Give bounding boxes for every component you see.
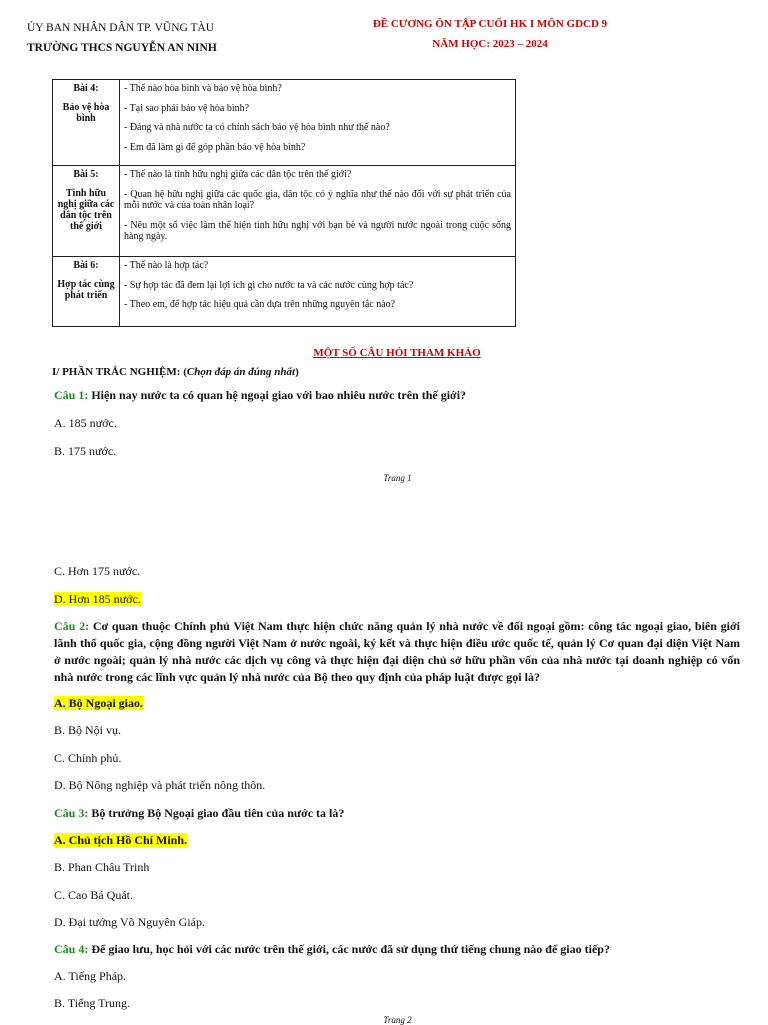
question-1: [54, 387, 714, 404]
answer-option: A. Tiếng Pháp.: [54, 969, 127, 983]
part-label: I/ PHẦN TRẮC NGHIỆM: (: [52, 366, 187, 378]
list-item: - Thế nào hòa bình và bảo vệ hòa bình?: [124, 83, 282, 94]
answer-option: C. Chính phủ.: [54, 751, 122, 765]
page-number: Trang 1: [383, 473, 412, 483]
question-number: Câu 4:: [54, 942, 89, 956]
lesson-name: Bảo vệ hòa bình: [62, 102, 110, 124]
question-number: Câu 1:: [54, 388, 89, 402]
list-item: - Quan hệ hữu nghị giữa các quốc gia, dân tộc có ý nghĩa như thế nào đối với sự phát triển của mỗi nước và của toàn nhân loại?: [124, 188, 511, 211]
question-2: [54, 618, 740, 686]
answer-option-correct: [54, 696, 143, 711]
highlighted-answer: A. Bộ Ngoại giao.: [54, 696, 144, 710]
committee-name: ỦY BAN NHÂN DÂN TP. VŨNG TÀU: [27, 22, 215, 34]
list-item: - Thế nào là tình hữu nghị giữa các dân tộc trên thế giới?: [124, 169, 352, 180]
answer-option: B. Tiếng Trung.: [54, 996, 131, 1010]
lesson-number: Bài 5:: [73, 169, 99, 180]
answer-option: D. Bộ Nông nghiệp và phát triển nông thôn.: [54, 778, 266, 792]
question-text: Bộ trưởng Bộ Ngoại giao đầu tiên của nước ta là?: [88, 806, 345, 820]
lesson-number: Bài 6:: [73, 260, 99, 271]
lesson-questions: [120, 80, 516, 166]
question-3: [54, 805, 734, 822]
answer-option: C. Cao Bá Quát.: [54, 888, 133, 902]
answer-option: B. Phan Châu Trinh: [54, 860, 150, 874]
list-item: - Tại sao phải bảo vệ hòa bình?: [124, 102, 250, 114]
answer-option: B. 175 nước.: [54, 444, 117, 458]
table-row: [53, 166, 516, 257]
list-item: - Thế nào là hợp tác?: [124, 260, 209, 271]
answer-option-correct: [54, 592, 141, 607]
section-title: MỘT SỐ CÂU HỎI THAM KHẢO: [313, 347, 481, 359]
lesson-cell: [53, 166, 120, 257]
question-text: Cơ quan thuộc Chính phủ Việt Nam thực hiện chức năng quản lý nhà nước về đối ngoại gồm: công tác ngoại giao, biên giới lãnh thổ quốc gia, cộng đồng người Việt Nam ở nước ngoài, ký kết và thực hiện điều ước quốc tế, quản lý Cơ quan đại diện Việt Nam ở nước ngoài; quản lý nhà nước các dịch vụ công và thực hiện đại diện chủ sở hữu phần vốn của nhà nước tại doanh nghiệp có vốn nhà nước trong các lĩnh vực quản lý nhà nước của Bộ theo quy định của pháp luật được gọi là?: [54, 619, 740, 684]
part-note: Chọn đáp án đúng nhất: [186, 366, 296, 378]
question-text: Hiện nay nước ta có quan hệ ngoại giao với bao nhiêu nước trên thế giới?: [88, 388, 467, 402]
lesson-name: Tình hữu nghị giữa các dân tộc trên thế giới: [57, 188, 115, 232]
question-number: Câu 3:: [54, 806, 89, 820]
lesson-questions: [120, 257, 516, 327]
answer-option: C. Hơn 175 nước.: [54, 564, 141, 578]
answer-option: A. 185 nước.: [54, 416, 117, 430]
table-row: [53, 257, 516, 327]
topics-table: [52, 79, 516, 327]
question-text: Để giao lưu, học hỏi với các nước trên thế giới, các nước đã sử dụng thứ tiếng chung nào để giao tiếp?: [88, 942, 610, 956]
list-item: - Đảng và nhà nước ta có chính sách bảo vệ hòa bình như thế nào?: [124, 122, 390, 133]
answer-option: D. Đại tướng Võ Nguyên Giáp.: [54, 915, 205, 929]
list-item: - Sự hợp tác đã đem lại lợi ích gì cho nước ta và các nước cùng hợp tác?: [124, 279, 414, 291]
question-4: [54, 941, 744, 958]
lesson-cell: [53, 80, 120, 166]
list-item: - Theo em, để hợp tác hiệu quả cần dựa trên những nguyên tắc nào?: [124, 299, 396, 310]
answer-option: B. Bộ Nội vụ.: [54, 723, 122, 737]
list-item: - Em đã làm gì để góp phần bảo vệ hòa bình?: [124, 141, 306, 153]
page-number: Trang 2: [383, 1015, 412, 1025]
part-heading: [52, 366, 299, 378]
lesson-number: Bài 4:: [73, 83, 99, 94]
lesson-cell: [53, 257, 120, 327]
highlighted-answer: A. Chủ tịch Hồ Chí Minh.: [54, 833, 188, 847]
document-title: ĐỀ CƯƠNG ÔN TẬP CUỐI HK I MÔN GDCD 9: [372, 18, 608, 30]
school-year: NĂM HỌC: 2023 – 2024: [432, 38, 548, 50]
lesson-name: Hợp tác cùng phát triển: [57, 279, 115, 301]
list-item: - Nêu một số việc làm thể hiện tình hữu nghị với bạn bè và người nước ngoài trong cuộc sống hàng ngày.: [124, 219, 511, 242]
question-number: Câu 2:: [54, 619, 90, 633]
school-name: TRƯỜNG THCS NGUYỄN AN NINH: [27, 42, 217, 54]
table-row: [53, 80, 516, 166]
answer-option-correct: [54, 833, 187, 848]
highlighted-answer: D. Hơn 185 nước.: [54, 592, 141, 606]
lesson-questions: [120, 166, 516, 257]
part-close: ): [295, 366, 299, 378]
